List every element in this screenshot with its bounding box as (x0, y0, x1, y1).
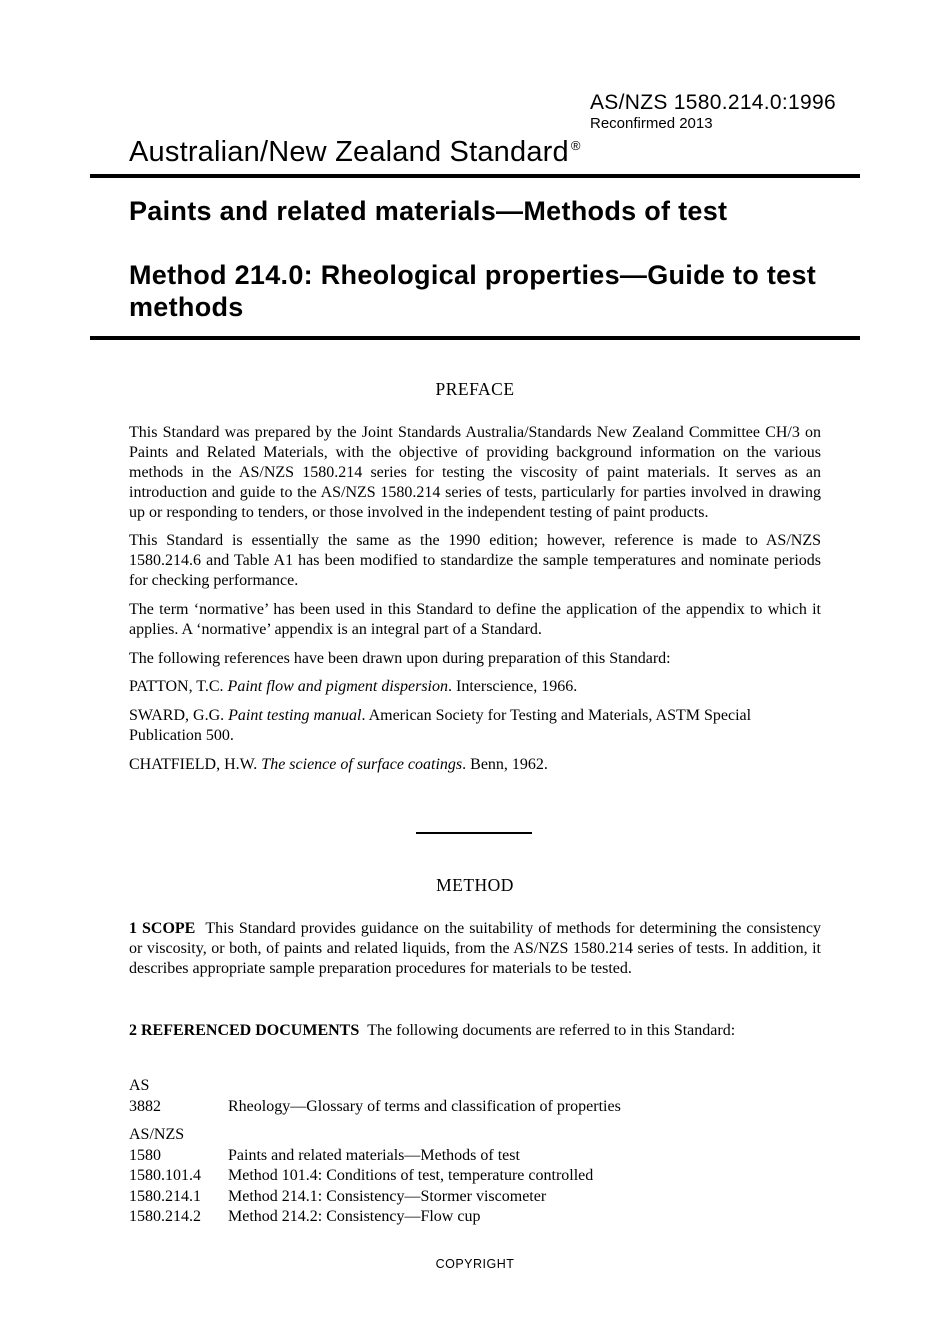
method-heading: METHOD (436, 875, 514, 895)
ref-doc-code: 1580.101.4 (129, 1167, 201, 1184)
standard-number: AS/NZS 1580.214.0:1996 (590, 91, 836, 114)
ref-group-prefix: AS/NZS (129, 1126, 185, 1143)
ref-doc-desc: Paints and related materials—Methods of test (228, 1146, 520, 1164)
ref-doc-desc: Method 101.4: Conditions of test, temperature controlled (228, 1167, 594, 1184)
refdocs-label: 2 REFERENCED DOCUMENTS (129, 1022, 360, 1039)
preface-paragraph: The following references have been drawn upon during preparation of this Standard: (129, 650, 671, 667)
ref-doc-row (129, 1166, 829, 1187)
referenced-documents-clause (129, 1021, 821, 1041)
refdocs-text: The following documents are referred to in this Standard: (367, 1022, 736, 1039)
scope-text: This Standard provides guidance on the suitability of methods for determining the consistency or viscosity, or both, of paints and related liquids, from the AS/NZS 1580.214 series of tests. In addition, it describes appropriate sample preparation procedures for materials to be tested. (129, 920, 821, 977)
ref-author: PATTON, T.C. (129, 678, 224, 695)
ref-doc-desc: Method 214.2: Consistency—Flow cup (228, 1208, 481, 1225)
ref-doc-row (129, 1187, 829, 1208)
ref-details: . Interscience, 1966. (448, 678, 578, 695)
registered-mark: ® (570, 138, 581, 153)
header-rule-bottom (90, 336, 860, 340)
preface-heading: PREFACE (435, 379, 515, 399)
ref-doc-desc: Rheology—Glossary of terms and classification of properties (228, 1097, 621, 1115)
ref-doc-code: 1580 (129, 1146, 161, 1164)
preface-paragraph: The term ‘normative’ has been used in this Standard to define the application of the appendix to which it applies. A ‘normative’ appendix is an integral part of a Standard. (129, 601, 821, 638)
ref-doc-row (129, 1207, 829, 1228)
ref-doc-code: 1580.214.2 (129, 1208, 201, 1225)
preface-paragraph: This Standard was prepared by the Joint Standards Australia/Standards New Zealand Committee CH/3 on Paints and Related Materials, with the objective of providing background information on the various methods in the AS/NZS 1580.214 series for testing the viscosity of paint materials. It serves as an introduction and guide to the AS/NZS 1580.214 series of tests, particularly for parties involved in drawing up or responding to tenders, or those involved in the independent testing of paint products. (129, 424, 821, 521)
scope-label: 1 SCOPE (129, 920, 196, 937)
bibliography-entry (129, 755, 821, 775)
ref-doc-desc: Method 214.1: Consistency—Stormer viscometer (228, 1187, 547, 1205)
standard-series-title (129, 136, 581, 169)
ref-doc-row (129, 1097, 829, 1118)
ref-title: Paint testing manual (228, 707, 362, 724)
copyright-footer: COPYRIGHT (435, 1257, 515, 1271)
header-rule-top (90, 174, 860, 178)
reconfirmed-note: Reconfirmed 2013 (590, 115, 713, 132)
method-title: Method 214.0: Rheological properties—Guide to test methods (129, 260, 817, 322)
ref-details: . American Society for Testing and Materials, ASTM Special Publication 500. (129, 707, 752, 744)
bibliography-entry (129, 677, 821, 697)
series-name: Australian/New Zealand Standard (129, 136, 569, 168)
ref-doc-code: 1580.214.1 (129, 1187, 201, 1205)
bibliography-entry (129, 706, 821, 746)
scope-clause (129, 919, 821, 979)
ref-group-prefix: AS (129, 1077, 150, 1094)
ref-details: . Benn, 1962. (462, 756, 548, 773)
ref-title: The science of surface coatings (261, 756, 463, 773)
ref-doc-code: 3882 (129, 1097, 161, 1115)
ref-title: Paint flow and pigment dispersion (227, 678, 448, 695)
ref-doc-row (129, 1146, 829, 1167)
section-divider (416, 832, 532, 834)
referenced-documents-list (129, 1076, 829, 1228)
preface-body (129, 423, 821, 775)
preface-paragraph: This Standard is essentially the same as the 1990 edition; however, reference is made to AS/NZS 1580.214.6 and Table A1 has been modified to standardize the sample temperatures and nominate periods for checking performance. (129, 532, 821, 589)
document-title: Paints and related materials—Methods of test (129, 196, 728, 226)
ref-author: SWARD, G.G. (129, 707, 225, 724)
ref-author: CHATFIELD, H.W. (129, 756, 258, 773)
